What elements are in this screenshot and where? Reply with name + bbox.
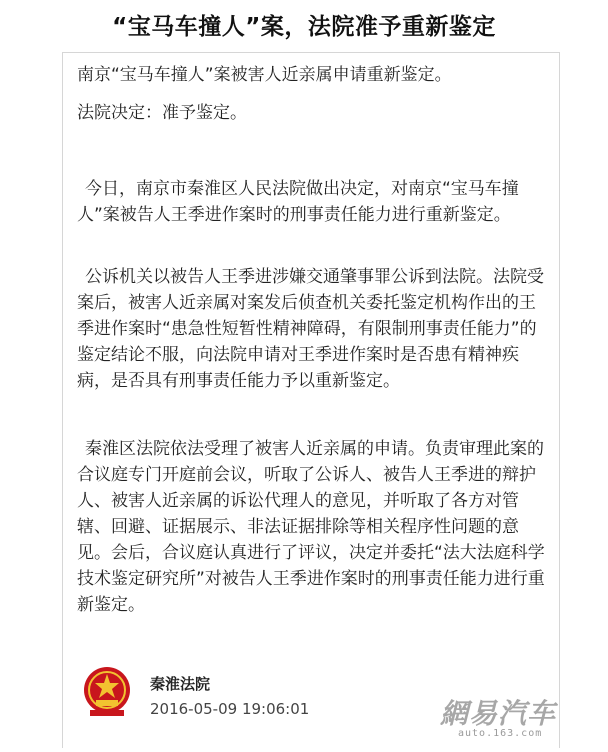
watermark-logo: 網易汽车 xyxy=(440,697,557,730)
paragraph-2: 公诉机关以被告人王季进涉嫌交通肇事罪公诉到法院。法院受案后，被害人近亲属对案发后侦查机关委托鉴定机构作出的王季进作案时“患急性短暂性精神障碍，有限制刑事责任能力”的鉴定结论不服，向法院申请对王季进作案时是否患有精神疾病，是否具有刑事责任能力予以重新鉴定。 xyxy=(77,267,544,391)
content-frame xyxy=(62,52,560,748)
source-name: 秦淮法院 xyxy=(150,675,211,693)
headline: “宝马车撞人”案，法院准予重新鉴定 xyxy=(112,14,496,40)
decision-text: 法院决定：准予鉴定。 xyxy=(77,103,247,123)
court-emblem-icon xyxy=(82,664,132,720)
lead-text: 南京“宝马车撞人”案被害人近亲属申请重新鉴定。 xyxy=(77,65,452,85)
watermark-url: auto.163.com xyxy=(458,728,543,739)
paragraph-1: 今日，南京市秦淮区人民法院做出决定，对南京“宝马车撞人”案被告人王季进作案时的刑事责任能力进行重新鉴定。 xyxy=(77,179,519,225)
timestamp: 2016-05-09 19:06:01 xyxy=(150,700,310,718)
paragraph-3: 秦淮区法院依法受理了被害人近亲属的申请。负责审理此案的合议庭专门开庭前会议，听取了公诉人、被告人王季进的辩护人、被害人近亲属的诉讼代理人的意见，并听取了各方对管辖、回避、证据展示、非法证据排除等相关程序性问题的意见。会后，合议庭认真进行了评议，决定并委托“法大法庭科学技术鉴定研究所”对被告人王季进作案时的刑事责任能力进行重新鉴定。 xyxy=(77,439,545,615)
